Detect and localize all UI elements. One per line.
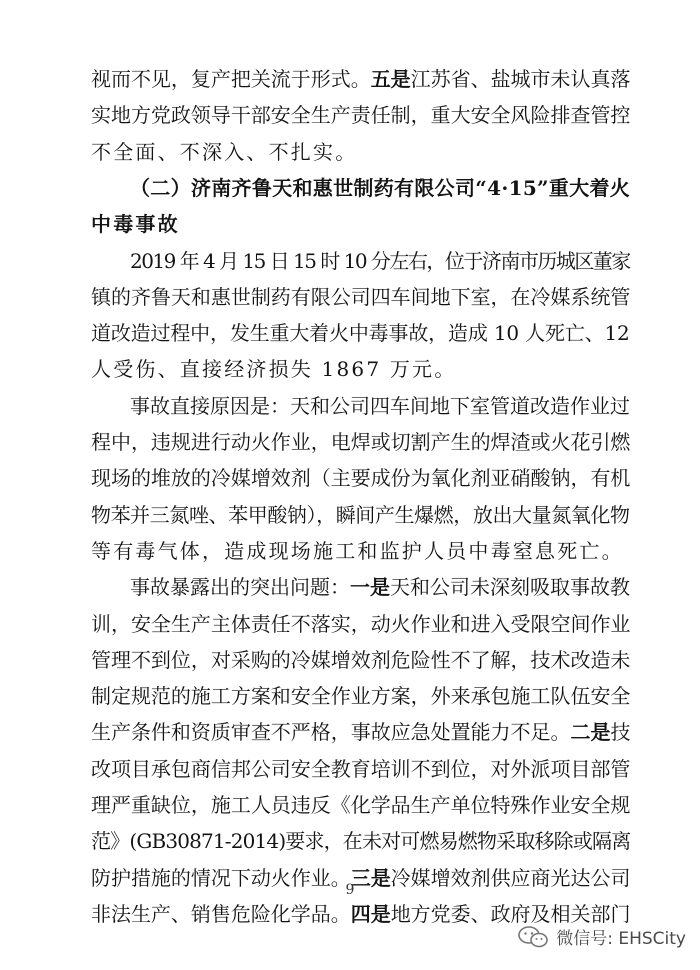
text-segment: 物苯并三氮唑、苯甲酸钠），瞬间产生爆燃，放出大量氮氧化物 <box>91 502 630 527</box>
text-segment: 改项目承包商信邦公司安全教育培训不到位，对外派项目部管 <box>91 756 631 781</box>
text-line <box>91 684 630 708</box>
text-segment: 事故暴露出的突出问题： <box>130 575 350 600</box>
text-line <box>130 249 630 273</box>
text-line <box>91 103 630 127</box>
text-segment: 不全面、不深入、不扎实。 <box>91 139 358 164</box>
text-line <box>91 902 630 926</box>
text-line <box>91 285 630 309</box>
text-segment: 程中，违规进行动火作业，电焊或切割产生的焊渣或火花引燃 <box>91 430 631 454</box>
emphasis-text: 二是 <box>570 720 611 745</box>
text-line <box>91 466 630 490</box>
text-line <box>91 539 624 563</box>
text-line <box>91 612 630 636</box>
text-line <box>91 212 180 236</box>
emphasis-text: 四是 <box>350 901 391 926</box>
wechat-watermark <box>518 924 686 949</box>
text-segment: 防护措施的情况下动火作业。 <box>91 865 351 890</box>
text-segment: 人受伤、直接经济损失 1867 万元。 <box>91 357 457 382</box>
text-line <box>91 757 630 781</box>
text-segment: 事故直接原因是：天和公司四车间地下室管道改造作业过 <box>130 393 630 418</box>
wechat-icon <box>518 926 548 948</box>
text-segment: 生产条件和资质审查不严格，事故应急处置能力不足。 <box>91 720 571 745</box>
text-segment: 技 <box>610 720 631 745</box>
emphasis-text: 一是 <box>350 575 390 600</box>
text-line <box>91 829 630 853</box>
text-line <box>130 394 630 418</box>
text-line <box>91 720 630 744</box>
text-segment: 训，安全生产主体责任不落实，动火作业和进入受限空间作业 <box>91 611 631 636</box>
text-segment: 实地方党政领导干部安全生产责任制，重大安全风险排查管控 <box>91 103 631 128</box>
text-line <box>91 503 630 527</box>
text-line <box>91 140 357 164</box>
text-segment: 范》(GB30871-2014)要求，在未对可燃易燃物采取移除或隔离 <box>91 829 631 854</box>
text-segment: 冷媒增效剂供应商光达公司 <box>390 865 631 890</box>
text-line <box>130 176 630 200</box>
text-line <box>91 357 456 381</box>
text-line <box>91 793 630 817</box>
text-segment: 制定规范的施工方案和安全作业方案，外来承包施工队伍安全 <box>91 684 631 709</box>
text-segment: 天和公司未深刻吸取事故教 <box>390 575 630 600</box>
emphasis-text: 五是 <box>370 67 411 91</box>
text-segment: 江苏省、盐城市未认真落 <box>410 67 631 91</box>
text-line <box>130 575 630 599</box>
text-segment: 现场的堆放的冷媒增效剂（主要成份为氧化剂亚硝酸钠，有机 <box>91 466 631 491</box>
text-segment: 地方党委、政府及相关部门 <box>390 901 631 926</box>
text-line <box>91 430 630 454</box>
text-segment: 视而不见，复产把关流于形式。 <box>91 67 371 91</box>
emphasis-text: 三是 <box>350 865 391 890</box>
text-line <box>91 321 630 345</box>
text-segment: 镇的齐鲁天和惠世制药有限公司四车间地下室，在冷媒系统管 <box>91 284 631 309</box>
emphasis-text: 中毒事故 <box>91 212 180 237</box>
text-segment: 2019 年 4 月 15 日 15 时 10 分左右，位于济南市历城区董家 <box>130 248 630 273</box>
text-segment: 理严重缺位，施工人员违反《化学品生产单位特殊作业安全规 <box>91 793 631 817</box>
emphasis-text: （二）济南齐鲁天和惠世制药有限公司“4·15”重大着火 <box>130 175 631 200</box>
text-segment: 管理不到位，对采购的冷媒增效剂危险性不了解，技术改造未 <box>91 647 631 672</box>
watermark-text: 微信号: EHSCity <box>556 929 686 949</box>
text-line <box>91 67 630 91</box>
text-segment: 道改造过程中，发生重大着火中毒事故，造成 10 人死亡、12 <box>91 321 630 346</box>
text-line <box>91 648 630 672</box>
text-segment: 等有毒气体，造成现场施工和监护人员中毒窒息死亡。 <box>91 538 624 563</box>
text-segment: 非法生产、销售危险化学品。 <box>91 901 351 926</box>
page-number: 9 <box>345 882 355 898</box>
